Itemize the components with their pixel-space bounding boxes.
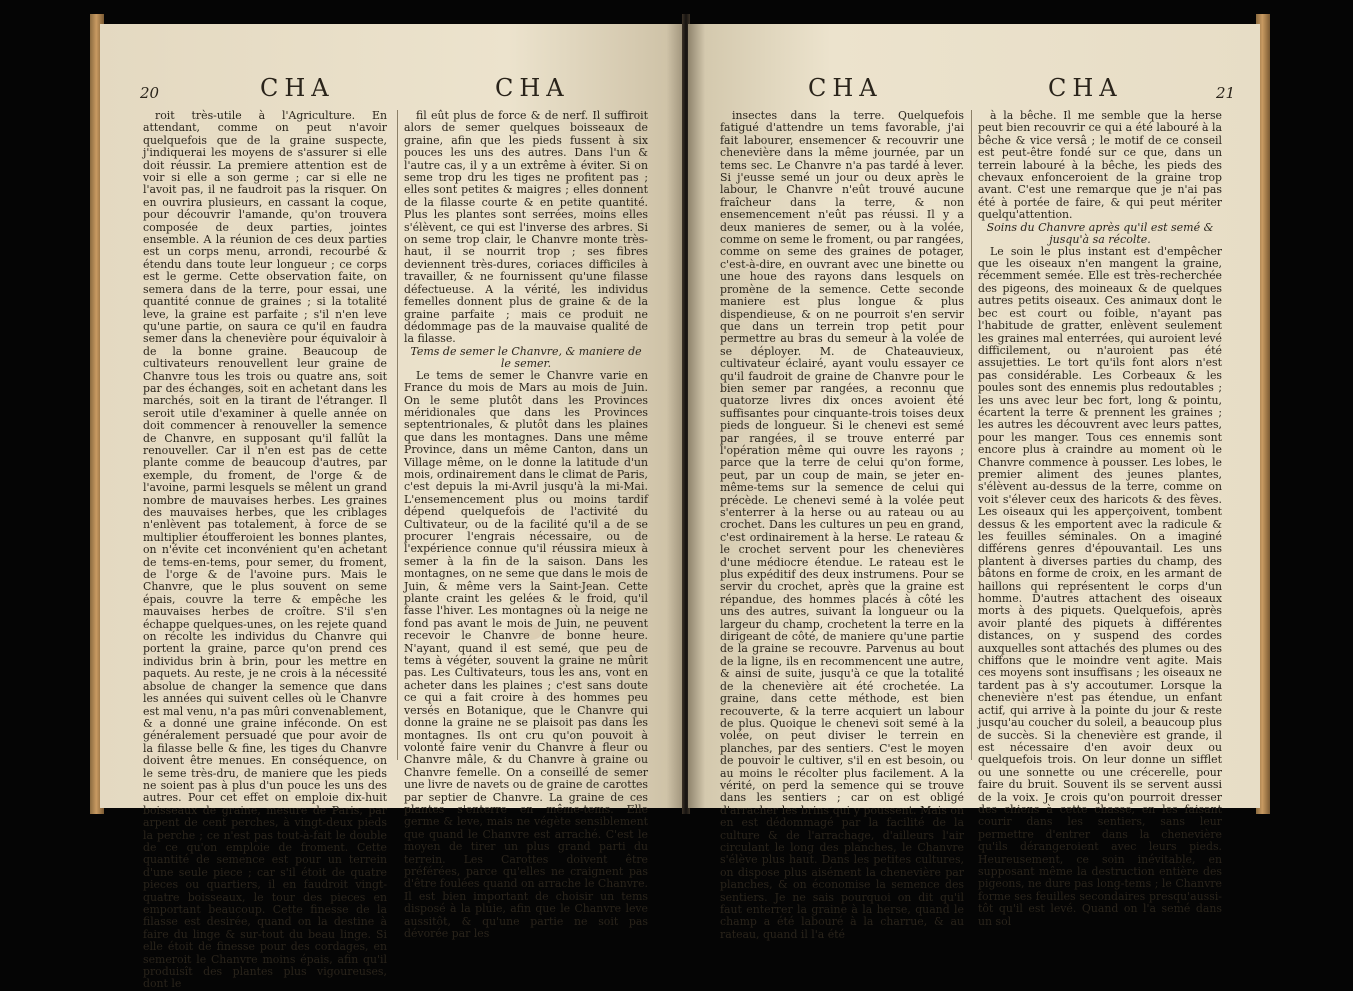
right-page-column-1: [720, 109, 964, 941]
section-heading: Soins du Chanvre après qu'il est semé & jusqu'à sa récolte.: [986, 220, 1214, 246]
left-page-header: [100, 74, 684, 102]
body-text: Le tems de semer le Chanvre varie en France du mois de Mars au mois de Juin. On le seme plutôt dans les Provinces méridionales que dans les Provinces septentrionales, & plutôt dans les plaines que dans les montagnes. Dans une même Province, dans un même Canton, dans un Village même, on le donne la latitude d'un mois, ordinairement dans le climat de Paris, c'est depuis la mi-Avril jusqu'à la mi-Mai. L'ensemencement plus ou moins tardif dépend quelquefois de l'activité du Cultivateur, ou de la facilité qu'il a de se procurer l'engrais nécessaire, ou de l'expérience connue qu'il réussira mieux à semer à la fin de la saison. Dans les montagnes, on ne seme que dans le mois de Juin, & même vers la Saint-Jean. Cette plante craint les gelées & le froid, qu'il fasse l'hiver. Les montagnes où la neige ne fond pas avant le mois de Juin, ne peuvent recevoir le Chanvre de bonne heure. N'ayant, quand il est semé, que peu de tems à végéter, souvent la graine ne mûrit pas. Les Cultivateurs, tous les ans, vont en acheter dans les plaines ; c'est sans doute ce qui a fait croire à des hommes peu versés en Botanique, que le Chanvre qui donne la graine ne se plaisoit pas dans les montagnes. Ils ont cru qu'on pouvoit à volonté faire venir du Chanvre à fleur ou Chanvre mâle, & du Chanvre à graine ou Chanvre femelle. On a conseillé de semer une livre de navets ou de graine de carottes par septier de Chanvre. La graine de ces plantes s'enterre en même-tems. Elle germe & leve, mais ne végète sensiblement que quand le Chanvre est arraché. C'est le moyen de tirer un plus grand parti du terrein. Les Carottes doivent être préférées, parce qu'elles ne craignent pas d'être foulées quand on arrache le Chanvre. Il est bien important de choisir un tems disposé à la pluie, afin que le Chanvre leve aussitôt, & qu'une partie ne soit pas dévorée par les: [404, 368, 648, 940]
page-number-right: 21: [1216, 84, 1236, 102]
left-page-column-2: [404, 109, 648, 940]
section-heading: Tems de semer le Chanvre, & maniere de le semer.: [410, 344, 642, 370]
page-number-left: 20: [140, 84, 160, 102]
running-head-right-1: CHA: [808, 74, 883, 102]
running-head-left-1: CHA: [260, 74, 335, 102]
open-book: [90, 14, 1270, 991]
body-text: roit très-utile à l'Agriculture. En attendant, comme on peut n'avoir quelquefois que de la graine suspecte, j'indiquerai les moyens de s'assurer si elle doit réussir. La premiere attention est de voir si elle a son germe ; car si elle ne l'avoit pas, il ne faudroit pas la risquer. On en ouvrira plusieurs, en cassant la coque, pour découvrir l'amande, qu'on trouvera composée de deux parties, jointes ensemble. A la réunion de ces deux parties est un corps menu, arrondi, recourbé & étendu dans toute leur longueur ; ce corps est le germe. Cette observation faite, on semera dans de la terre, pour essai, une quantité connue de graines ; si la totalité leve, la graine est parfaite ; s'il n'en leve qu'une partie, on saura ce qu'il en faudra semer dans la chenevière pour équivaloir à de la bonne graine. Beaucoup de cultivateurs renouvellent leur graine de Chanvre tous les trois ou quatre ans, soit par des échanges, soit en achetant dans les marchés, soit en la tirant de l'étranger. Il seroit utile d'examiner à quelle année on doit commencer à renouveller la semence de Chanvre, en supposant qu'il fallût la renouveller. Car il n'en est pas de cette plante comme de beaucoup d'autres, par exemple, du froment, de l'orge & de l'avoine, parmi lesquels se mêlent un grand nombre de mauvaises herbes. Les graines des mauvaises herbes, que les criblages n'enlèvent pas totalement, à force de se multiplier étoufferoient les bonnes plantes, on n'évite cet inconvénient qu'en achetant de tems-en-tems, pour semer, du froment, de l'orge & de l'avoine purs. Mais le Chanvre, que le plus souvent on seme épais, couvre la terre & empêche les mauvaises herbes de croître. S'il s'en échappe quelques-unes, on les rejete quand on récolte les individus du Chanvre qui portent la graine, parce qu'on prend ces individus brin à brin, pour les mettre en paquets. Au reste, je ne crois à la nécessité absolue de changer la semence que dans les années qui suivent celles où le Chanvre est mal venu, n'a pas mûri convenablement, & a donné une graine inféconde. On est généralement persuadé que pour avoir de la filasse belle & fine, les tiges du Chanvre doivent être menues. En conséquence, on le seme très-dru, de maniere que les pieds ne soient pas à plus d'un pouce les uns des autres. Pour cet effet on emploie dix-huit boisseaux de graine, mesure de Paris, par arpent de cent perches, à vingt-deux pieds la perche ; ce n'est pas tout-à-fait le double de ce qu'on emploie de froment. Cette quantité de semence est pour un terrein d'une seule piece ; car s'il étoit de quatre pieces ou quartiers, il en faudroit vingt-quatre boisseaux, le tour des pieces en emportant beaucoup. Cette finesse de la filasse est desirée, quand on la destine à faire du linge & sur-tout du beau linge. Si elle étoit de finesse pour des cordages, en semeroit le Chanvre moins épais, afin qu'il produisît des plantes plus vigoureuses, dont le: [143, 109, 387, 991]
right-page-column-2: [978, 109, 1222, 928]
left-page-column-1: [143, 109, 387, 991]
paper-stain: [888, 524, 910, 540]
running-head-right-2: CHA: [1048, 74, 1123, 102]
running-head-left-2: CHA: [495, 74, 570, 102]
body-text: Le soin le plus instant est d'empêcher que les oiseaux n'en mangent la graine, récemment semée. Elle est très-recherchée des pigeons, des moineaux & de quelques autres petits oiseaux. Ces animaux dont le bec est court ou foible, n'ayant pas l'habitude de gratter, enlèvent seulement les graines mal enterrées, qui auroient levé difficilement, ou n'auroient pas été assujetties. Le tort qu'ils font alors n'est pas considérable. Les Corbeaux & les poules sont des ennemis plus redoutables ; les uns avec leur bec fort, long & pointu, écartent la terre & prennent les graines ; les autres les découvrent avec leurs pattes, pour les manger. Tous ces ennemis sont encore plus à craindre au moment où le Chanvre commence à pousser. Les lobes, le premier aliment des jeunes plantes, s'élèvent au-dessus de la terre, comme on voit s'élever ceux des haricots & des fèves. Les oiseaux qui les apperçoivent, tombent dessus & les emportent avec la radicule & les feuilles séminales. On a imaginé différens genres d'épouvantail. Les uns plantent à diverses parties du champ, des bâtons en forme de croix, en les armant de haillons qui représentent le corps d'un homme. D'autres attachent des oiseaux morts à des piquets. Quelquefois, après avoir planté des piquets à différentes distances, on y suspend des cordes auxquelles sont attachés des plumes ou des chiffons que le moindre vent agite. Mais ces moyens sont insuffisans ; les oiseaux ne tardent pas à s'y accoutumer. Lorsque la chenevière n'est pas étendue, un enfant actif, qui arrive à la pointe du jour & reste jusqu'au coucher du soleil, a beaucoup plus de succès. Si la chenevière est grande, il est nécessaire d'en avoir deux ou quelquefois trois. On leur donne un sifflet ou une sonnette ou une crécerelle, pour faire du bruit. Souvent ils se servent aussi de la voix. Je crois qu'on pourroit dresser des chiens à cette chasse, en les faisant courir dans les sentiers, sans leur permettre d'entrer dans la chenevière qu'ils dérangeroient avec leurs pieds. Heureusement, ce soin inévitable, en supposant même la destruction entière des pigeons, ne dure pas long-tems ; le Chanvre forme ses feuilles secondaires presqu'aussi-tôt qu'il est levé. Quand on l'a semé dans un sol: [978, 244, 1222, 928]
paper-stain: [520, 624, 542, 640]
body-text: à la bêche. Il me semble que la herse peut bien recouvrir ce qui a été labouré à la bêche & vice versâ ; le motif de ce conseil est peut-être fondé sur ce que, dans un terrein labouré à la bêche, les pieds des chevaux enfonceroient de la graine trop avant. C'est une remarque que je n'ai pas été à portée de faire, & qui peut mériter quelqu'attention.: [978, 109, 1222, 222]
column-rule: [971, 110, 972, 760]
right-page-header: [688, 74, 1260, 102]
column-rule: [397, 110, 398, 760]
body-text: fil eût plus de force & de nerf. Il suffiroit alors de semer quelques boisseaux de graine, afin que les pieds fussent à six pouces les uns des autres. Dans l'un & l'autre cas, il y a un extrême à éviter. Si on seme trop dru les tiges ne profitent pas ; elles sont petites & maigres ; elles donnent de la filasse courte & en petite quantité. Plus les plantes sont serrées, moins elles s'élèvent, ce qui est l'inverse des arbres. Si on seme trop clair, le Chanvre monte très-haut, il se nourrit trop ; ses fibres deviennent très-dures, coriaces difficiles à travailler, & ne fournissent qu'une filasse défectueuse. A la vérité, les individus femelles donnent plus de graine & de la graine parfaite ; mais ce produit ne dédommage pas de la mauvaise qualité de la filasse.: [404, 109, 648, 346]
paper-stain: [220, 384, 242, 400]
left-page: [100, 24, 684, 991]
right-page: [688, 24, 1260, 941]
body-text: insectes dans la terre. Quelquefois fatigué d'attendre un tems favorable, j'ai fait labourer, ensemencer & recouvrir une chenevière dans la même journée, par un tems sec. Le Chanvre n'a pas tardé à lever. Si j'eusse semé un jour ou deux après le labour, le Chanvre n'eût trouvé aucune fraîcheur dans la terre, & non ensemencement n'eût pas réussi. Il y a deux manieres de semer, ou à la volée, comme on seme le froment, ou par rangées, comme on seme des graines de potager, c'est-à-dire, en ouvrant avec une binette ou une houe des rayons dans lesquels on promène de la semence. Cette seconde maniere est plus longue & plus dispendieuse, & on ne pourroit s'en servir que dans un terrein trop petit pour permettre au bras du semeur à la volée de se déployer. M. de Chateauvieux, cultivateur éclairé, ayant voulu essayer ce qu'il faudroit de graine de Chanvre pour le bien semer par rangées, a reconnu que quatorze livres dix onces avoient été suffisantes pour cinquante-trois toises deux pieds de longueur. Si le chenevi est semé par rangées, il se trouve enterré par l'opération même qui ouvre les rayons ; parce que la terre de celui qu'on forme, peut, par un coup de main, se jeter en-même-tems sur la semence de celui qui précède. Le chenevi semé à la volée peut s'enterrer à la herse ou au rateau ou au crochet. Dans les cultures un peu en grand, c'est ordinairement à la herse. Le rateau & le crochet servent pour les chenevières d'une médiocre étendue. Le rateau est le plus expéditif des deux instrumens. Pour se servir du crochet, après que la graine est répandue, des hommes placés à côté les uns des autres, suivant la longueur ou la largeur du champ, crochetent la terre en la dirigeant de côté, de maniere qu'une partie de la graine se recouvre. Parvenus au bout de la ligne, ils en recommencent une autre, & ainsi de suite, jusqu'à ce que la totalité de la chenevière ait été crochetée. La graine, dans cette méthode, est bien recouverte, & la terre acquiert un labour de plus. Quoique le chenevi soit semé à la volée, on peut diviser le terrein en planches, par des sentiers. C'est le moyen de pouvoir le cultiver, s'il en est besoin, ou au moins le récolter plus facilement. A la vérité, on perd la semence qui se trouve dans les sentiers ; car on est obligé d'arracher les brins qui y poussent. Mais on en est dédommagé par la facilité de la culture & de l'arrachage, d'ailleurs l'air circulant le long des planches, le Chanvre s'élève plus haut. Dans les petites cultures, on dispose plus aisément la chenevière par planches, & on économise la semence des sentiers. Je ne sais pourquoi on dit qu'il faut enterrer la graine à la herse, quand le champ a été labouré à la charrue, & au rateau, quand il l'a été: [720, 109, 964, 941]
